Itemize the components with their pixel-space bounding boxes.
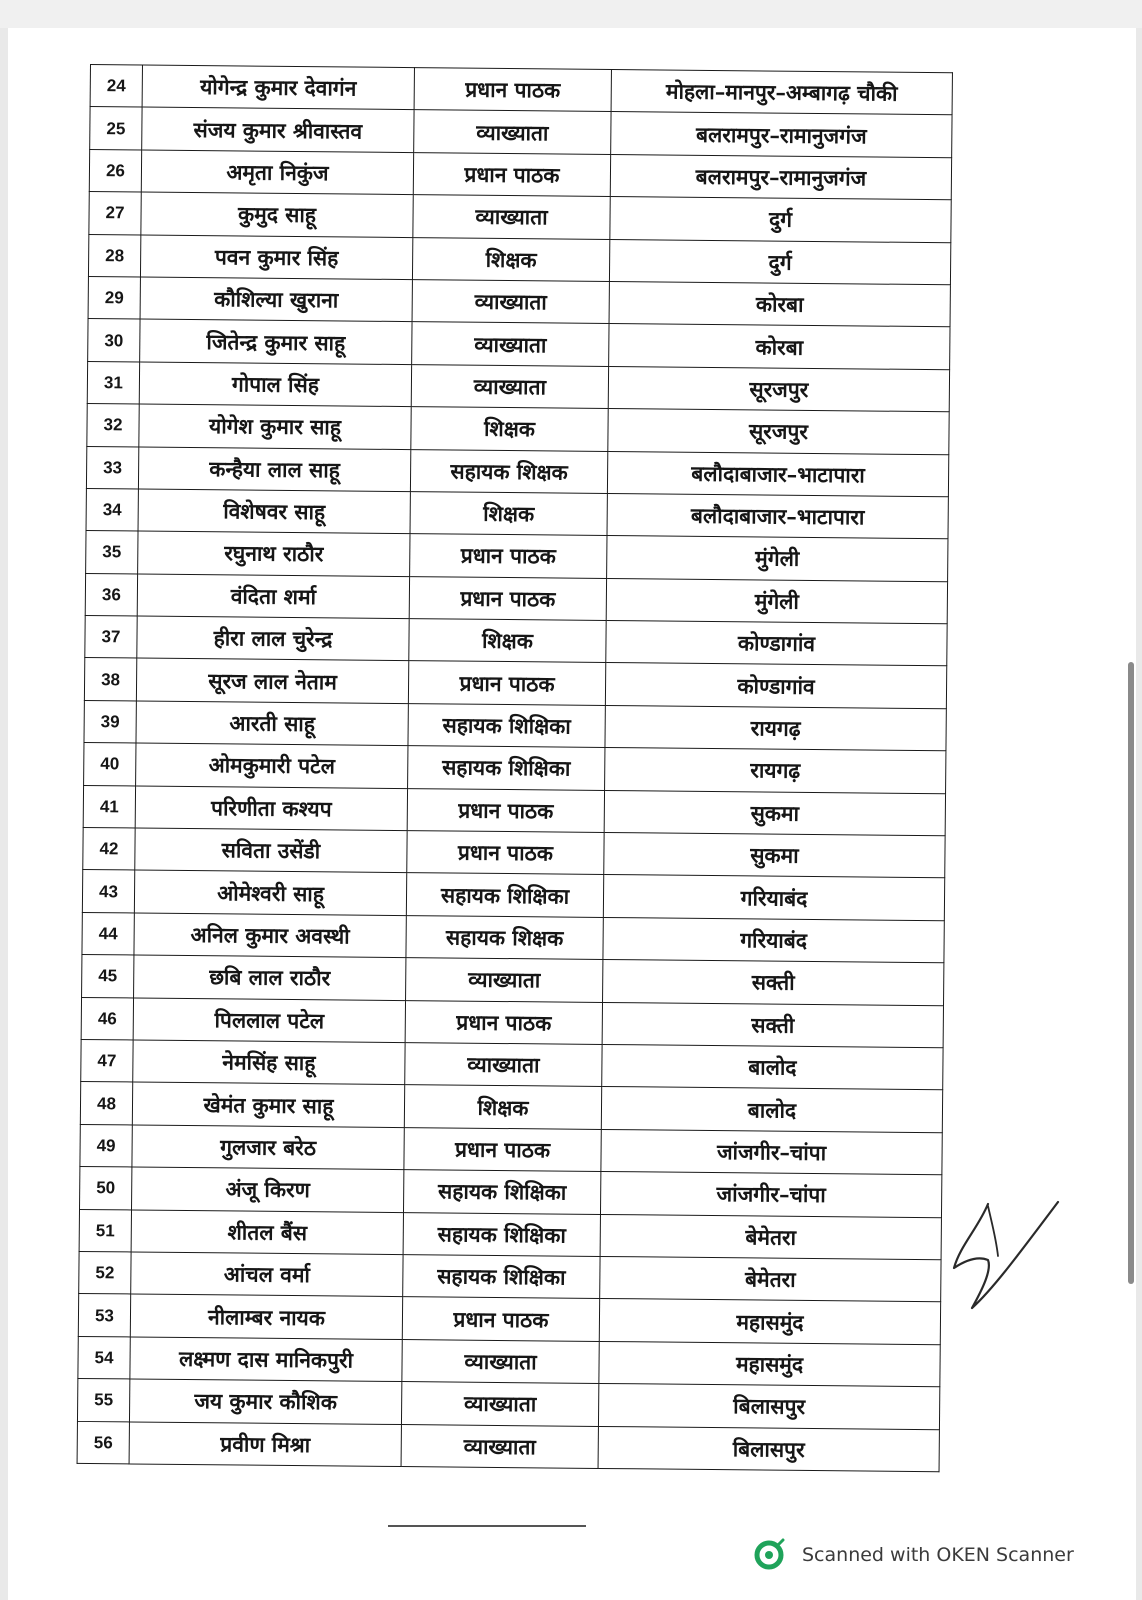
cell-num: 40 xyxy=(84,743,136,786)
cell-place: कोण्डागांव xyxy=(605,663,946,709)
cell-post: व्याख्याता xyxy=(411,364,608,408)
cell-name: पिललाल पटेल xyxy=(133,998,405,1043)
cell-post: व्याख्याता xyxy=(401,1382,598,1426)
cell-place: सक्ती xyxy=(602,1002,943,1048)
cell-name: योगेश कुमार साहू xyxy=(139,404,411,449)
cell-num: 34 xyxy=(86,488,138,531)
cell-post: प्रधान पाठक xyxy=(405,1000,602,1044)
cell-place: बलरामपुर–रामानुजगंज xyxy=(611,112,952,158)
cell-post: शिक्षक xyxy=(412,237,609,281)
cell-post: प्रधान पाठक xyxy=(404,1127,601,1171)
table-row xyxy=(77,1421,939,1472)
cell-place: सुकमा xyxy=(604,833,945,879)
cell-num: 56 xyxy=(77,1421,129,1464)
cell-name: सविता उसेंडी xyxy=(135,828,407,873)
cell-post: सहायक शिक्षिका xyxy=(406,873,603,917)
cell-post: सहायक शिक्षक xyxy=(410,449,607,493)
cell-num: 54 xyxy=(78,1336,130,1379)
cell-name: प्रवीण मिश्रा xyxy=(129,1421,401,1466)
cell-num: 52 xyxy=(79,1251,131,1294)
staff-table xyxy=(77,64,953,1472)
cell-num: 30 xyxy=(88,319,140,362)
cell-num: 43 xyxy=(82,870,134,913)
cell-num: 25 xyxy=(90,107,142,150)
cell-place: गरियाबंद xyxy=(603,875,944,921)
cell-num: 26 xyxy=(89,149,141,192)
cell-num: 49 xyxy=(80,1124,132,1167)
cell-place: सक्ती xyxy=(603,960,944,1006)
cell-name: खेमंत कुमार साहू xyxy=(132,1082,404,1127)
cell-num: 35 xyxy=(86,531,138,574)
cell-name: अमृता निकुंज xyxy=(141,150,413,195)
cell-place: मुंगेली xyxy=(606,578,947,624)
scanner-watermark-text: Scanned with OKEN Scanner xyxy=(802,1544,1074,1566)
cell-num: 45 xyxy=(82,955,134,998)
cell-name: अनिल कुमार अवस्थी xyxy=(134,913,406,958)
cell-place: मोहला–मानपुर–अम्बागढ़ चौकी xyxy=(611,70,952,116)
cell-place: कोरबा xyxy=(609,281,950,327)
cell-post: व्याख्याता xyxy=(413,195,610,239)
cell-num: 27 xyxy=(89,192,141,235)
cell-place: बलरामपुर–रामानुजगंज xyxy=(610,154,951,200)
cell-post: शिक्षक xyxy=(404,1085,601,1129)
cell-place: महासमुंद xyxy=(599,1341,940,1387)
cell-name: कौशिल्या खुराना xyxy=(140,277,412,322)
cell-name: जितेन्द्र कुमार साहू xyxy=(140,319,412,364)
cell-num: 42 xyxy=(83,828,135,871)
cell-place: दुर्ग xyxy=(609,239,950,285)
cell-num: 31 xyxy=(87,361,139,404)
cell-post: सहायक शिक्षिका xyxy=(408,703,605,747)
cell-num: 47 xyxy=(81,1039,133,1082)
cell-name: छबि लाल राठौर xyxy=(134,955,406,1000)
cell-name: शीतल बैंस xyxy=(131,1209,403,1254)
cell-place: बिलासपुर xyxy=(598,1426,939,1472)
cell-name: सूरज लाल नेताम xyxy=(136,658,408,703)
cell-post: प्रधान पाठक xyxy=(407,788,604,832)
cell-place: बालोद xyxy=(601,1087,942,1133)
cell-post: सहायक शिक्षिका xyxy=(403,1212,600,1256)
cell-place: जांजगीर–चांपा xyxy=(601,1129,942,1175)
cell-place: सूरजपुर xyxy=(608,366,949,412)
cell-post: प्रधान पाठक xyxy=(414,68,611,112)
cell-post: शिक्षक xyxy=(409,619,606,663)
cell-post: प्रधान पाठक xyxy=(413,152,610,196)
cell-num: 44 xyxy=(82,912,134,955)
cell-num: 51 xyxy=(79,1209,131,1252)
cell-place: कोरबा xyxy=(609,324,950,370)
cell-name: ओमकुमारी पटेल xyxy=(136,743,408,788)
cell-num: 41 xyxy=(83,785,135,828)
cell-place: सुकमा xyxy=(604,790,945,836)
cell-num: 38 xyxy=(84,658,136,701)
cell-place: बेमेतरा xyxy=(600,1214,941,1260)
cell-num: 36 xyxy=(85,573,137,616)
cell-num: 46 xyxy=(81,997,133,1040)
cell-post: व्याख्याता xyxy=(412,280,609,324)
cell-place: मुंगेली xyxy=(607,536,948,582)
cell-place: रायगढ़ xyxy=(605,748,946,794)
cell-num: 39 xyxy=(84,700,136,743)
cell-place: रायगढ़ xyxy=(605,705,946,751)
cell-num: 48 xyxy=(80,1082,132,1125)
cell-post: व्याख्याता xyxy=(405,1043,602,1087)
cell-post: शिक्षक xyxy=(410,492,607,536)
cell-name: नेमसिंह साहू xyxy=(133,1040,405,1085)
cell-name: आंचल वर्मा xyxy=(131,1252,403,1297)
cell-name: जय कुमार कौशिक xyxy=(129,1379,401,1424)
cell-num: 32 xyxy=(87,404,139,447)
cell-post: व्याख्याता xyxy=(401,1424,598,1468)
cell-num: 33 xyxy=(86,446,138,489)
cell-place: सूरजपुर xyxy=(608,409,949,455)
cell-name: कुमुद साहू xyxy=(141,192,413,237)
scrollbar[interactable] xyxy=(1128,662,1134,1284)
cell-post: प्रधान पाठक xyxy=(408,661,605,705)
cell-num: 55 xyxy=(77,1379,129,1422)
cell-name: विशेषवर साहू xyxy=(138,489,410,534)
cell-name: संजय कुमार श्रीवास्तव xyxy=(142,107,414,152)
cell-place: महासमुंद xyxy=(599,1299,940,1345)
cell-post: सहायक शिक्षक xyxy=(406,915,603,959)
cell-post: व्याख्याता xyxy=(414,110,611,154)
cell-name: हीरा लाल चुरेन्द्र xyxy=(137,616,409,661)
cell-post: सहायक शिक्षिका xyxy=(408,746,605,790)
cell-name: गुलजार बरेठ xyxy=(132,1125,404,1170)
cell-num: 53 xyxy=(78,1294,130,1337)
cell-post: प्रधान पाठक xyxy=(409,576,606,620)
cell-place: बेमेतरा xyxy=(600,1256,941,1302)
cell-name: परिणीता कश्यप xyxy=(135,786,407,831)
viewer-top-strip xyxy=(0,0,1142,28)
cell-num: 24 xyxy=(90,65,142,108)
cell-place: बालोद xyxy=(602,1044,943,1090)
cell-name: कन्हैया लाल साहू xyxy=(138,447,410,492)
cell-num: 29 xyxy=(88,276,140,319)
cell-name: नीलाम्बर नायक xyxy=(130,1294,402,1339)
cell-place: दुर्ग xyxy=(610,197,951,243)
scanned-page xyxy=(8,28,1136,1600)
cell-name: पवन कुमार सिंह xyxy=(140,235,412,280)
cell-post: प्रधान पाठक xyxy=(402,1297,599,1341)
cell-name: योगेन्द्र कुमार देवागंन xyxy=(142,65,414,110)
cell-post: सहायक शिक्षिका xyxy=(403,1170,600,1214)
signature-icon xyxy=(948,1198,1066,1318)
cell-num: 37 xyxy=(85,616,137,659)
cell-name: लक्ष्मण दास मानिकपुरी xyxy=(130,1337,402,1382)
cell-post: प्रधान पाठक xyxy=(410,534,607,578)
cell-place: बलौदाबाजार–भाटापारा xyxy=(607,451,948,497)
cell-place: बिलासपुर xyxy=(598,1384,939,1430)
cell-name: गोपाल सिंह xyxy=(139,362,411,407)
cell-post: शिक्षक xyxy=(411,407,608,451)
cell-name: रघुनाथ राठौर xyxy=(138,531,410,576)
cell-place: गरियाबंद xyxy=(603,917,944,963)
cell-num: 50 xyxy=(80,1167,132,1210)
cell-name: ओमेश्वरी साहू xyxy=(134,870,406,915)
cell-place: जांजगीर–चांपा xyxy=(600,1172,941,1218)
bottom-rule xyxy=(388,1525,586,1527)
cell-name: वंदिता शर्मा xyxy=(137,574,409,619)
cell-post: व्याख्याता xyxy=(402,1339,599,1383)
cell-post: सहायक शिक्षिका xyxy=(403,1254,600,1298)
staff-table-body xyxy=(77,65,952,1472)
cell-post: व्याख्याता xyxy=(406,958,603,1002)
cell-place: कोण्डागांव xyxy=(606,621,947,667)
cell-post: व्याख्याता xyxy=(412,322,609,366)
cell-name: आरती साहू xyxy=(136,701,408,746)
oken-scanner-logo-icon xyxy=(752,1538,786,1572)
cell-name: अंजू किरण xyxy=(132,1167,404,1212)
cell-post: प्रधान पाठक xyxy=(407,831,604,875)
scanner-watermark xyxy=(752,1538,1074,1572)
cell-place: बलौदाबाजार–भाटापारा xyxy=(607,493,948,539)
cell-num: 28 xyxy=(88,234,140,277)
